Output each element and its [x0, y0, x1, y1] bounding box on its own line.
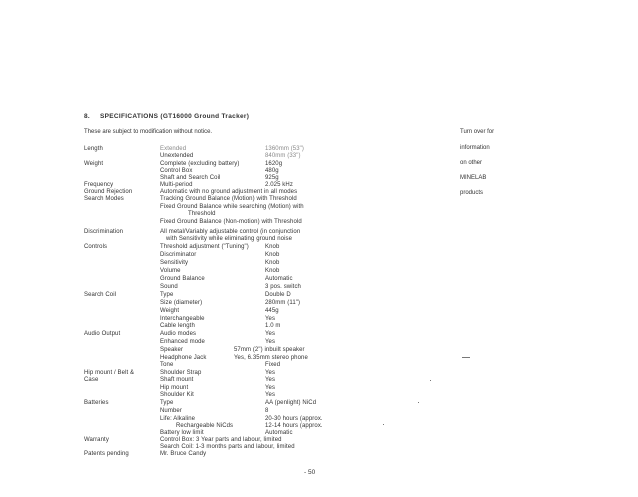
spec-value: Yes [265, 331, 276, 337]
spec-item: Shoulder Kit [160, 392, 194, 398]
spec-value: 1.0 m [265, 323, 281, 329]
spec-item: Unextended [160, 153, 194, 159]
spec-value: 12-14 hours (approx. [265, 423, 323, 429]
spec-item: Shaft mount [160, 377, 194, 383]
spec-item: Enhanced mode [160, 339, 205, 345]
spec-item: Complete (excluding battery) [160, 161, 240, 167]
spec-item: Automatic with no ground adjustment in all modes [160, 189, 298, 195]
spec-item: Control Box: 3 Year parts and labour, limited [160, 437, 282, 443]
spec-item: Volume [160, 268, 181, 274]
spec-label-search-modes: Search Modes [84, 196, 124, 202]
spec-item: Mr. Bruce Candy [160, 451, 207, 457]
spec-item: Search Coil: 1-3 months parts and labour, limited [160, 444, 295, 450]
spec-item: Weight [160, 308, 180, 314]
spec-label-frequency: Frequency [84, 182, 114, 188]
spec-item: Fixed Ground Balance (Non-motion) with Threshold [160, 219, 302, 225]
spec-value: Yes [265, 392, 276, 398]
spec-value: Yes [265, 370, 276, 376]
sidebar-note-line: Turn over for [460, 129, 495, 135]
intro-note: These are subject to modification without notice. [84, 129, 213, 135]
spec-item: Rechargeable NiCds [176, 423, 234, 429]
page-number: - 50 [304, 469, 316, 476]
spec-label-hip-mount: Hip mount / Belt & [84, 370, 135, 376]
spec-item: Ground Balance [160, 276, 205, 282]
spec-label-case: Case [84, 377, 99, 383]
spec-item: Headphone Jack [160, 355, 207, 361]
spec-value: 2.025 kHz [265, 182, 293, 188]
spec-item: Threshold [188, 211, 216, 217]
spec-value: Knob [265, 252, 280, 258]
sidebar-note-line: information [460, 145, 490, 151]
spec-label-warranty: Warranty [84, 437, 109, 443]
spec-value: Fixed [265, 362, 281, 368]
spec-value: 925g [265, 175, 279, 181]
spec-value: 480g [265, 168, 279, 174]
spec-value: 1620g [265, 161, 283, 167]
spec-value: 8 [265, 408, 269, 414]
spec-value: 1360mm (53") [265, 146, 305, 152]
spec-label-patents: Patents pending [84, 451, 129, 457]
spec-label-search-coil: Search Coil [84, 292, 117, 298]
spec-item: Multi-period [160, 182, 193, 188]
spec-value: Yes, 6.35mm stereo phone [234, 355, 308, 361]
spec-label-controls: Controls [84, 244, 108, 250]
scan-speck [418, 402, 419, 403]
spec-item: Tracking Ground Balance (Motion) with Threshold [160, 196, 297, 202]
spec-value: Yes [265, 385, 276, 391]
spec-item: Shaft and Search Coil [160, 175, 221, 181]
spec-item: Life: Alkaline [160, 416, 196, 422]
spec-value: 20-30 hours (approx. [265, 416, 323, 422]
section-number: 8. [84, 113, 91, 120]
scan-speck [462, 357, 470, 358]
spec-value: Knob [265, 260, 280, 266]
spec-item: Discriminator [160, 252, 197, 258]
spec-item: Type [160, 292, 174, 298]
spec-item: Type [160, 400, 174, 406]
spec-label-batteries: Batteries [84, 400, 109, 406]
spec-label-discrimination: Discrimination [84, 229, 124, 235]
spec-value: Double D [265, 292, 291, 298]
spec-value: 3 pos. switch [265, 284, 301, 290]
spec-value: Yes [265, 316, 276, 322]
spec-item: Fixed Ground Balance while searching (Motion) with [160, 204, 304, 210]
spec-label-audio-output: Audio Output [84, 331, 121, 337]
spec-value: 280mm (11") [265, 300, 301, 306]
section-title: SPECIFICATIONS (GT16000 Ground Tracker) [100, 113, 250, 120]
spec-item: Interchangeable [160, 316, 205, 322]
spec-value: 445g [265, 308, 279, 314]
spec-value: 57mm (2") inbuilt speaker [234, 347, 305, 353]
spec-item: Control Box [160, 168, 193, 174]
spec-item: Sound [160, 284, 178, 290]
spec-item: Threshold adjustment ("Tuning") [160, 244, 249, 250]
spec-label-weight: Weight [84, 161, 104, 167]
spec-item: Shoulder Strap [160, 370, 202, 376]
spec-value: Knob [265, 268, 280, 274]
spec-item: Hip mount [160, 385, 189, 391]
section-heading [84, 113, 249, 120]
spec-item: Speaker [160, 347, 184, 353]
spec-item: All metal/Variably adjustable control (in conjunction [160, 229, 301, 235]
sidebar-note-line: products [460, 190, 484, 196]
scan-speck [430, 380, 431, 381]
spec-value: 840mm (33") [265, 153, 301, 159]
spec-label-length: Length [84, 146, 103, 152]
scan-speck [383, 424, 384, 425]
spec-value: Yes [265, 339, 276, 345]
spec-item: Extended [160, 146, 187, 152]
spec-item: Tone [160, 362, 174, 368]
spec-item: Cable length [160, 323, 195, 329]
spec-item: with Sensitivity while eliminating ground noise [166, 236, 293, 242]
spec-value: Automatic [265, 276, 293, 282]
spec-item: Audio modes [160, 331, 197, 337]
spec-item: Number [160, 408, 182, 414]
spec-value: AA (penlight) NiCd [265, 400, 317, 406]
spec-item: Battery low limit [160, 430, 204, 436]
spec-value: Automatic [265, 430, 293, 436]
sidebar-note-line: on other [460, 160, 483, 166]
spec-item: Sensitivity [160, 260, 189, 266]
spec-item: Size (diameter) [160, 300, 203, 306]
sidebar-note-line: MINELAB [460, 175, 487, 181]
spec-label-ground-rejection: Ground Rejection [84, 189, 133, 195]
spec-value: Yes [265, 377, 276, 383]
spec-value: Knob [265, 244, 280, 250]
